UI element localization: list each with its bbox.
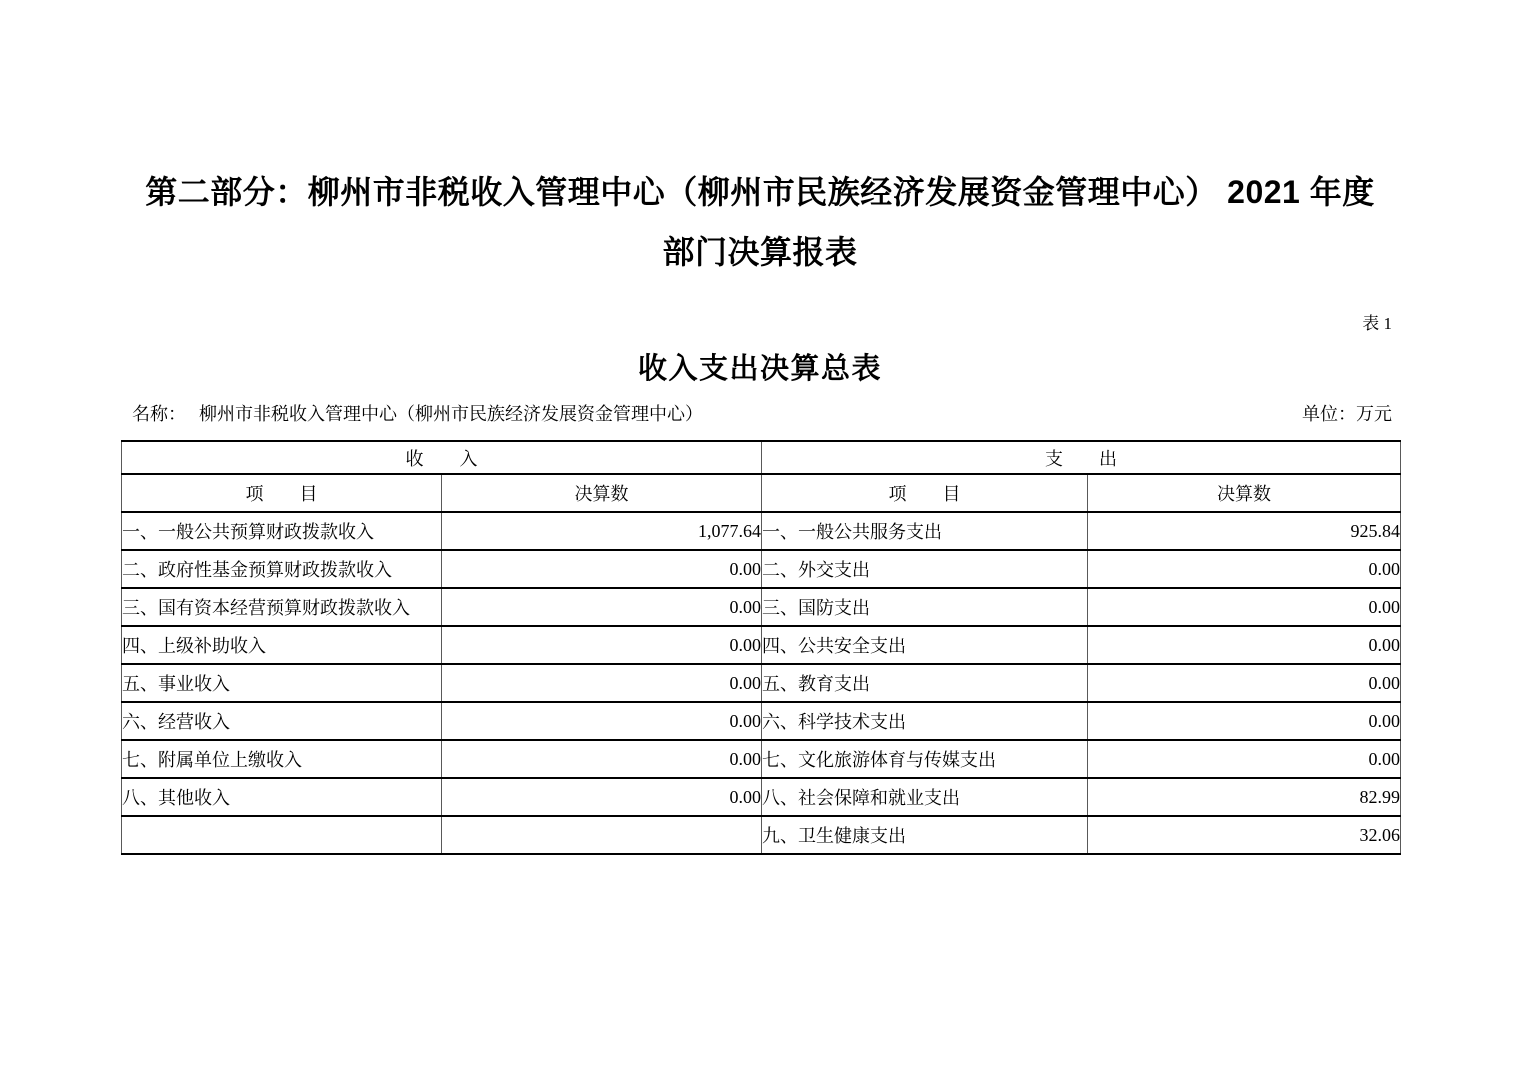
income-value-cell: 0.00 (442, 740, 762, 778)
expense-value-cell: 0.00 (1088, 702, 1401, 740)
expense-value-cell: 0.00 (1088, 550, 1401, 588)
document-title-line2: 部门决算报表 (662, 234, 858, 270)
income-amount-column-header: 决算数 (442, 474, 762, 512)
expense-group-header: 支 出 (762, 441, 1401, 474)
table-row (122, 740, 1401, 778)
expense-value-cell: 925.84 (1088, 512, 1401, 550)
income-item-cell: 一、一般公共预算财政拨款收入 (122, 512, 442, 550)
expense-item-cell: 九、卫生健康支出 (762, 816, 1088, 854)
table-number-label: 表 1 (1362, 314, 1392, 333)
income-item-cell: 八、其他收入 (122, 778, 442, 816)
income-item-cell (122, 816, 442, 854)
table-row (122, 778, 1401, 816)
table-row (122, 664, 1401, 702)
document-title-line1: 第二部分：柳州市非税收入管理中心（柳州市民族经济发展资金管理中心） 2021 年度 (145, 174, 1375, 210)
expense-item-cell: 六、科学技术支出 (762, 702, 1088, 740)
income-value-cell: 1,077.64 (442, 512, 762, 550)
income-item-cell: 二、政府性基金预算财政拨款收入 (122, 550, 442, 588)
table-row (122, 588, 1401, 626)
income-value-cell: 0.00 (442, 702, 762, 740)
table-group-header-row (122, 441, 1401, 474)
income-group-header: 收 入 (122, 441, 762, 474)
income-item-cell: 六、经营收入 (122, 702, 442, 740)
entity-name (132, 403, 703, 425)
income-value-cell: 0.00 (442, 550, 762, 588)
document-title (0, 0, 1520, 282)
table-title: 收入支出决算总表 (637, 353, 882, 385)
entity-name-label: 名称： (132, 404, 186, 424)
income-value-cell: 0.00 (442, 778, 762, 816)
expense-item-column-header: 项 目 (762, 474, 1088, 512)
expense-item-cell: 三、国防支出 (762, 588, 1088, 626)
expense-item-cell: 一、一般公共服务支出 (762, 512, 1088, 550)
income-item-cell: 七、附属单位上缴收入 (122, 740, 442, 778)
table-column-header-row (122, 474, 1401, 512)
table-row (122, 702, 1401, 740)
income-item-cell: 四、上级补助收入 (122, 626, 442, 664)
unit-label: 单位：万元 (1302, 404, 1392, 424)
income-value-cell: 0.00 (442, 588, 762, 626)
income-item-column-header: 项 目 (122, 474, 442, 512)
table-row (122, 512, 1401, 550)
income-item-cell: 三、国有资本经营预算财政拨款收入 (122, 588, 442, 626)
table-row (122, 550, 1401, 588)
meta-row (132, 403, 1392, 425)
expense-item-cell: 七、文化旅游体育与传媒支出 (762, 740, 1088, 778)
expense-value-cell: 0.00 (1088, 664, 1401, 702)
income-value-cell: 0.00 (442, 626, 762, 664)
expense-value-cell: 82.99 (1088, 778, 1401, 816)
expense-value-cell: 0.00 (1088, 626, 1401, 664)
expense-value-cell: 0.00 (1088, 588, 1401, 626)
expense-value-cell: 32.06 (1088, 816, 1401, 854)
expense-value-cell: 0.00 (1088, 740, 1401, 778)
income-expense-table (121, 440, 1401, 855)
table-row (122, 816, 1401, 854)
income-value-cell: 0.00 (442, 664, 762, 702)
expense-item-cell: 二、外交支出 (762, 550, 1088, 588)
expense-item-cell: 四、公共安全支出 (762, 626, 1088, 664)
expense-item-cell: 五、教育支出 (762, 664, 1088, 702)
table-row (122, 626, 1401, 664)
entity-name-value: 柳州市非税收入管理中心（柳州市民族经济发展资金管理中心） (199, 404, 703, 424)
income-value-cell (442, 816, 762, 854)
expense-item-cell: 八、社会保障和就业支出 (762, 778, 1088, 816)
expense-amount-column-header: 决算数 (1088, 474, 1401, 512)
income-item-cell: 五、事业收入 (122, 664, 442, 702)
